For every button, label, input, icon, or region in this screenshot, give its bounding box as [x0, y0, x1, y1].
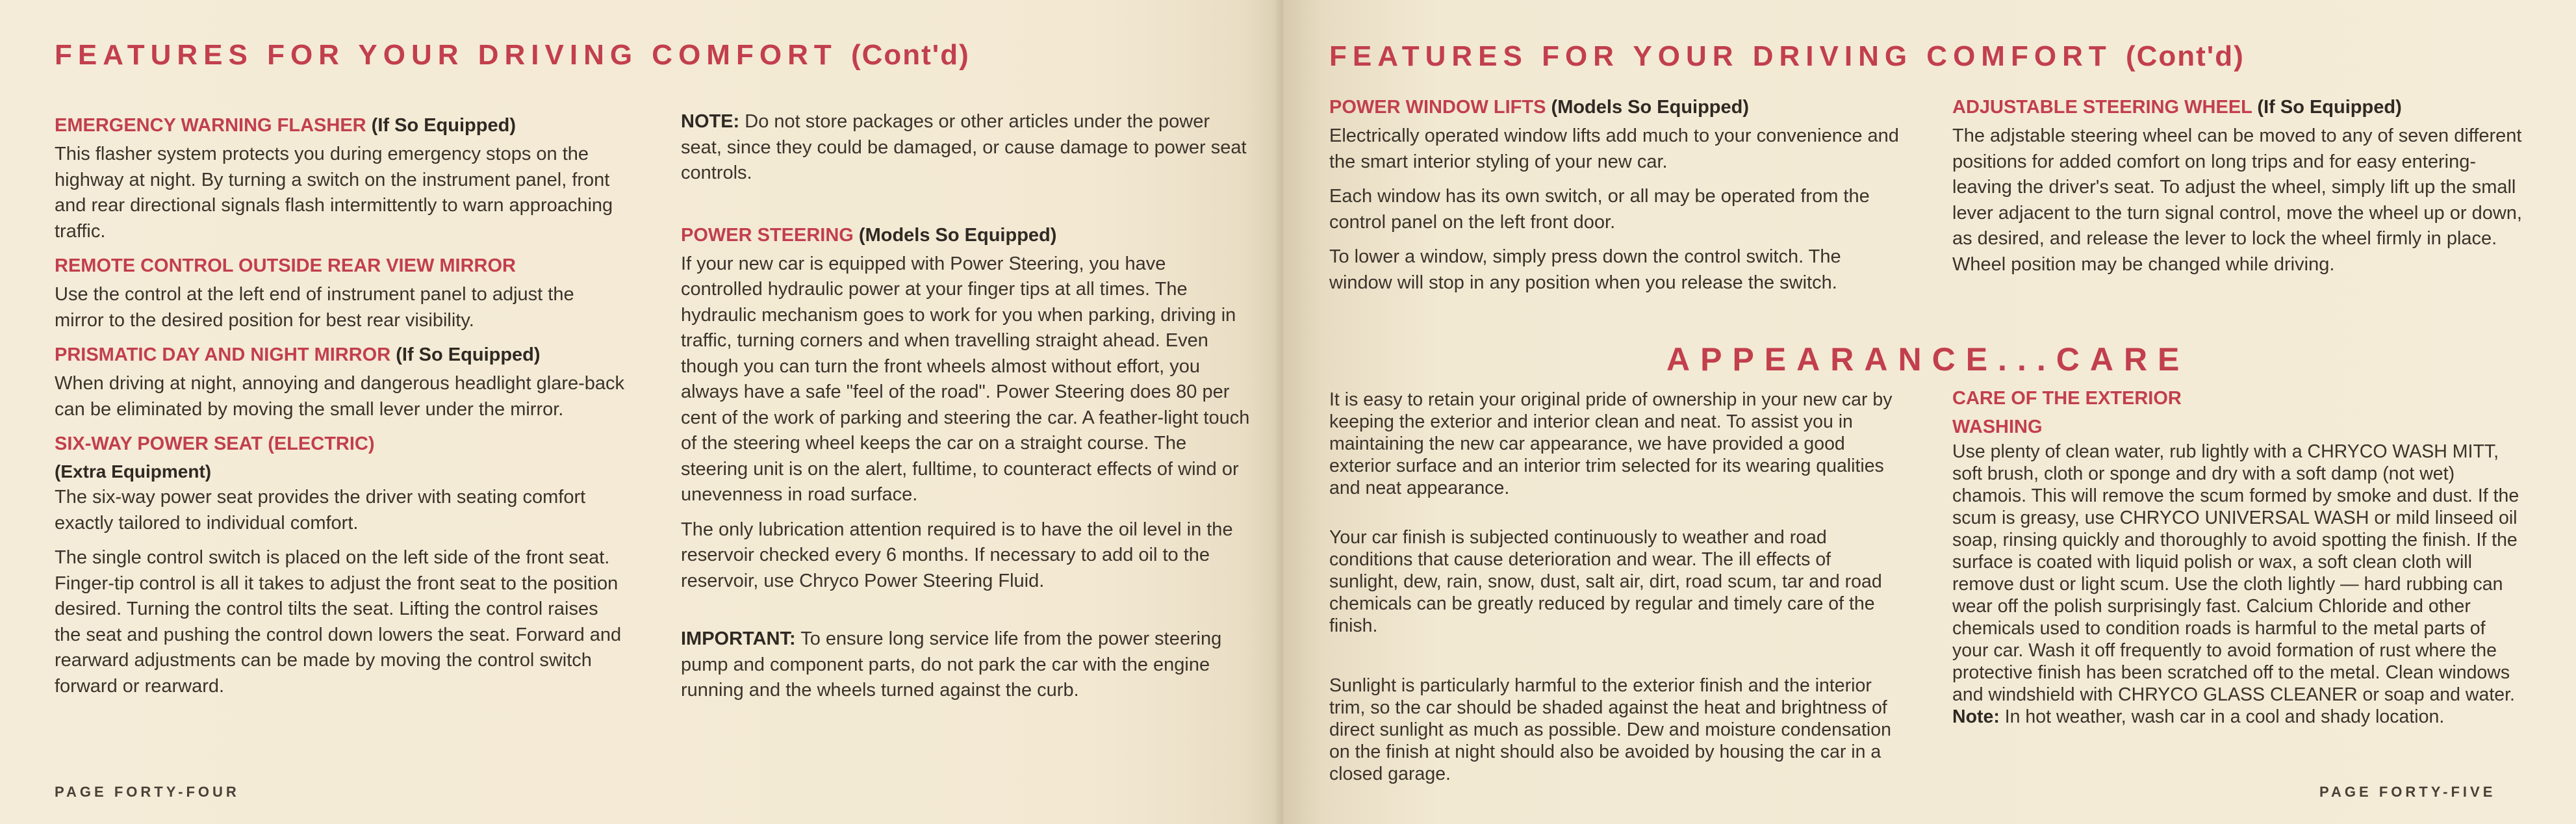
- note-label: NOTE:: [681, 111, 740, 132]
- appearance-column: [1329, 389, 1901, 794]
- adjustable-wheel-title: ADJUSTABLE STEERING WHEEL: [1952, 97, 2252, 118]
- emergency-flasher-body: This flasher system protects you during emergency stops on the highway at night. By turning a switch on the instrument panel, front and rear directional signals flash intermittently to warn approaching traffic.: [55, 144, 613, 242]
- exterior-care-column: [1952, 386, 2524, 737]
- prismatic-mirror-heading: [55, 342, 626, 367]
- power-steering-heading: [681, 223, 1253, 248]
- emergency-flasher-tag: (If So Equipped): [371, 115, 516, 136]
- left-page-folio: PAGE FORTY-FOUR: [55, 784, 240, 800]
- window-lifts-title: POWER WINDOW LIFTS: [1329, 97, 1546, 118]
- important-body: To ensure long service life from the power steering pump and component parts, do not park the car with the engine running and the wheels turned against the curb.: [681, 628, 1222, 701]
- left-page-title: [55, 39, 970, 71]
- appearance-care-heading: APPEARANCE...CARE: [1666, 341, 2190, 378]
- prismatic-mirror-section: [55, 342, 626, 422]
- power-steering-section: [681, 223, 1253, 595]
- adjustable-wheel-heading: [1952, 95, 2524, 120]
- power-seat-body-1: The six-way power seat provides the driver with seating comfort exactly tailored to individual comfort.: [55, 487, 586, 534]
- power-seat-subheading: (Extra Equipment): [55, 461, 212, 482]
- left-title-cont: (Cont'd): [850, 39, 970, 71]
- washing-heading: WASHING: [1952, 417, 2043, 437]
- note-body: Do not store packages or other articles under the power seat, since they could be damaged, or cause damage to power seat controls.: [681, 111, 1247, 183]
- washing-note-label: Note:: [1952, 706, 2000, 727]
- right-page: [1283, 0, 2576, 824]
- prismatic-mirror-title: PRISMATIC DAY AND NIGHT MIRROR: [55, 344, 391, 365]
- washing-note: [1952, 706, 2524, 728]
- window-lifts-body-3: To lower a window, simply press down the control switch. The window will stop in any position when you release the switch.: [1329, 246, 1841, 293]
- washing-body: Use plenty of clean water, rub lightly with a CHRYCO WASH MITT, soft brush, cloth or sponge and dry with a soft damp (not wet) chamois. This will remove the scum formed by smoke and dust. If the scum is greasy, use CHRYCO UNIVERSAL WASH or mild linseed oil soap, rinsing quickly and thoroughly to avoid spotting the finish. If the surface is coated with liquid polish or wax, a soft clean cloth will remove dust or light scum. Use the cloth lightly — hard rubbing can wear off the polish surprisingly fast. Calcium Chloride and other chemicals used to condition roads is harmful to the metal parts of your car. Wash it off frequently to avoid formation of rust where the protective finish has been scratched off to the metal. Clean windows and windshield with CHRYCO GLASS CLEANER or soap and water.: [1952, 441, 2519, 705]
- right-page-folio: PAGE FORTY-FIVE: [2319, 784, 2496, 800]
- power-seat-note: [681, 109, 1253, 187]
- remote-mirror-heading: REMOTE CONTROL OUTSIDE REAR VIEW MIRROR: [55, 255, 516, 276]
- window-lifts-section: [1329, 95, 1901, 296]
- appearance-paragraph-1: It is easy to retain your original pride of ownership in your new car by keeping the exterior and interior clean and neat. To assist you in maintaining the new car appearance, we have provided a good exterior surface and an interior trim selected for its wearing qualities and neat appearance.: [1329, 389, 1893, 498]
- right-page-title: [1329, 40, 2245, 73]
- power-steering-body-1: If your new car is equipped with Power Steering, you have controlled hydraulic power at your finger tips at all times. The hydraulic mechanism goes to work for you when parking, driving in traffic, turning corners and when travelling straight ahead. Even though you can turn the front wheels almost without effort, you always have a safe "feel of the road". Power Steering does 80 per cent of the work of parking and steering the car. A feather-light touch of the steering wheel keeps the car on a straight course. The steering unit is on the alert, fulltime, to counteract effects of wind or unevenness in road surface.: [681, 253, 1250, 505]
- important-label: IMPORTANT:: [681, 628, 796, 649]
- left-column-2: [681, 109, 1253, 713]
- appearance-paragraph-3: Sunlight is particularly harmful to the exterior finish and the interior trim, so the car should be shaded against the heat and brightness of direct sunlight as much as possible. Dew and moisture condensation on the finish at night should also be avoided by housing the car in a closed garage.: [1329, 675, 1891, 784]
- power-seat-heading: SIX-WAY POWER SEAT (ELECTRIC): [55, 433, 375, 454]
- window-lifts-tag: (Models So Equipped): [1551, 97, 1750, 118]
- left-column-1: [55, 113, 626, 708]
- washing-note-body: In hot weather, wash car in a cool and shady location.: [2004, 706, 2445, 727]
- power-steering-title: POWER STEERING: [681, 224, 854, 246]
- power-steering-tag: (Models So Equipped): [858, 224, 1057, 246]
- power-seat-section: [55, 431, 626, 699]
- right-column-1-top: [1329, 95, 1901, 305]
- remote-mirror-section: [55, 253, 626, 333]
- right-title-cont: (Cont'd): [2125, 40, 2245, 72]
- power-steering-body-2: The only lubrication attention required is to have the oil level in the reservoir checked every 6 months. If necessary to add oil to the reservoir, use Chryco Power Steering Fluid.: [681, 519, 1233, 591]
- appearance-paragraph-2: Your car finish is subjected continuously to weather and road conditions that cause deterioration and wear. The ill effects of sunlight, dew, rain, snow, dust, salt air, dirt, road scum, tar and road chemicals can be greatly reduced by regular and timely care of the finish.: [1329, 527, 1882, 636]
- emergency-flasher-heading: [55, 113, 626, 138]
- important-notice: [681, 626, 1253, 704]
- right-title-text: FEATURES FOR YOUR DRIVING COMFORT: [1329, 40, 2112, 72]
- adjustable-wheel-body: The adjstable steering wheel can be moved to any of seven different positions for added comfort on long trips and for easy entering-leaving the driver's seat. To adjust the wheel, simply lift up the small lever adjacent to the turn signal control, move the wheel up or down, as desired, and release the lever to lock the wheel firmly in place. Wheel position may be changed while driving.: [1952, 125, 2522, 275]
- remote-mirror-body: Use the control at the left end of instrument panel to adjust the mirror to the desired position for best rear visibility.: [55, 284, 574, 331]
- emergency-flasher-section: [55, 113, 626, 244]
- power-seat-body-2: The single control switch is placed on the left side of the front seat. Finger-tip control is all it takes to adjust the front seat to the position desired. Turning the control tilts the seat. Lifting the control raises the seat and pushing the control down lowers the seat. Forward and rearward adjustments can be made by moving the control switch forward or rearward.: [55, 547, 622, 697]
- prismatic-mirror-tag: (If So Equipped): [396, 344, 541, 365]
- window-lifts-heading: [1329, 95, 1901, 120]
- left-title-text: FEATURES FOR YOUR DRIVING COMFORT: [55, 39, 837, 71]
- right-column-2-top: [1952, 95, 2524, 287]
- window-lifts-body-2: Each window has its own switch, or all may be operated from the control panel on the left front door.: [1329, 186, 1870, 233]
- prismatic-mirror-body: When driving at night, annoying and dangerous headlight glare-back can be eliminated by moving the small lever under the mirror.: [55, 373, 625, 420]
- window-lifts-body-1: Electrically operated window lifts add much to your convenience and the smart interior styling of your new car.: [1329, 125, 1899, 172]
- emergency-flasher-title: EMERGENCY WARNING FLASHER: [55, 115, 366, 136]
- exterior-care-heading: CARE OF THE EXTERIOR: [1952, 388, 2182, 409]
- adjustable-wheel-tag: (If So Equipped): [2257, 97, 2402, 118]
- adjustable-wheel-section: [1952, 95, 2524, 277]
- left-page: [0, 0, 1283, 824]
